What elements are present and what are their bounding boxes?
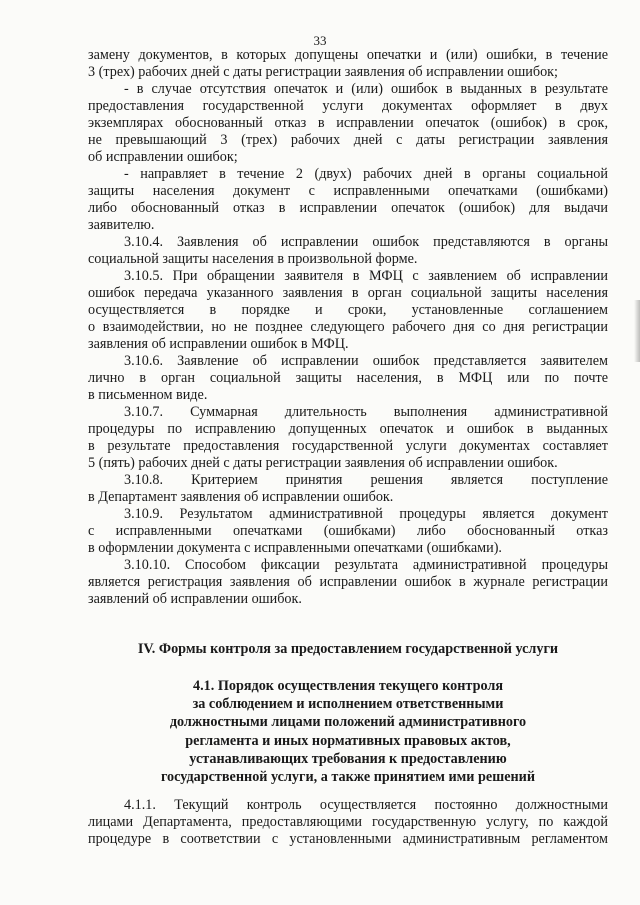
text-line: 3.10.5. При обращении заявителя в МФЦ с заявлением об исправлении xyxy=(124,268,608,284)
text-line: о взаимодействии, но не позднее следующего рабочего дня со дня регистрации xyxy=(88,319,608,335)
text-line: в Департамент заявления об исправлении ошибок. xyxy=(88,489,394,505)
text-line: процедуре в соответствии с установленными административным регламентом xyxy=(88,831,608,847)
text-line: заявителю. xyxy=(88,217,155,233)
text-line: 3.10.7. Суммарная длительность выполнения административной xyxy=(124,404,608,420)
body-paragraphs xyxy=(88,47,608,608)
text-line: лично в орган социальной защиты населения, в МФЦ или по почте xyxy=(88,370,608,386)
subsection-heading xyxy=(120,677,576,786)
text-line: с исправленными опечатками (ошибками) либо обоснованный отказ xyxy=(88,523,608,539)
text-line: ошибок передача указанного заявления в орган социальной защиты населения xyxy=(88,285,608,301)
text-line: предоставления государственной услуги документах оформляет в двух xyxy=(88,98,608,114)
text-line: социальной защиты населения в произвольной форме. xyxy=(88,251,418,267)
subsection-heading-line: регламента и иных нормативных правовых актов, xyxy=(185,732,511,749)
text-line: замену документов, в которых допущены опечатки и (или) ошибки, в течение xyxy=(88,47,608,63)
text-line: 3.10.6. Заявление об исправлении ошибок представляется заявителем xyxy=(124,353,608,369)
text-line: 5 (пять) рабочих дней с даты регистрации заявления об исправлении ошибок. xyxy=(88,455,558,471)
text-line: 4.1.1. Текущий контроль осуществляется постоянно должностными xyxy=(124,797,608,813)
page-number: 33 xyxy=(313,33,327,48)
subsection-heading-line: устанавливающих требования к предоставлению xyxy=(189,750,507,767)
text-line: защиты населения документ с исправленными опечатками (ошибками) xyxy=(88,183,608,199)
text-line: осуществляется в порядке и сроки, установленные соглашением xyxy=(88,302,608,318)
text-line: либо обоснованный отказ в исправлении опечаток (ошибок) для выдачи xyxy=(88,200,608,216)
text-line: об исправлении ошибок; xyxy=(88,149,238,165)
subsection-heading-line: 4.1. Порядок осуществления текущего контроля xyxy=(193,678,503,694)
text-line: заявления об исправлении ошибок в МФЦ. xyxy=(88,336,349,352)
text-line: в письменном виде. xyxy=(88,387,208,403)
text-line: экземплярах обоснованный отказ в исправлении опечаток (ошибок) в срок, xyxy=(88,115,608,131)
text-line: процедуры по исправлению допущенных опечаток и ошибок в выданных xyxy=(88,421,608,437)
text-line: лицами Департамента, предоставляющими государственную услугу, по каждой xyxy=(88,814,608,830)
text-line: является регистрация заявления об исправлении ошибок в журнале регистрации xyxy=(88,574,608,590)
text-line: - в случае отсутствия опечаток и (или) ошибок в выданных в результате xyxy=(124,81,608,97)
text-line: не превышающий 3 (трех) рабочих дней с даты регистрации заявления xyxy=(88,132,608,148)
scan-edge-shadow xyxy=(634,300,640,362)
text-line: 3.10.4. Заявления об исправлении ошибок представляются в органы xyxy=(124,234,608,250)
text-line: 3.10.9. Результатом административной процедуры является документ xyxy=(124,506,608,522)
text-line: заявлений об исправлении ошибок. xyxy=(88,591,302,607)
text-line: в оформлении документа с исправленными опечатками (ошибками). xyxy=(88,540,502,556)
tail-paragraph xyxy=(88,797,608,848)
subsection-heading-line: должностными лицами положений административного xyxy=(169,714,527,731)
text-line: в результате предоставления государственной услуги документах составляет xyxy=(88,438,608,454)
text-line: - направляет в течение 2 (двух) рабочих дней в органы социальной xyxy=(124,166,608,182)
subsection-heading-line: государственной услуги, а также принятием ими решений xyxy=(160,769,536,786)
text-line: 3.10.8. Критерием принятия решения является поступление xyxy=(124,472,608,488)
subsection-heading-line: за соблюдением и исполнением ответственными xyxy=(192,696,504,713)
text-line: 3 (трех) рабочих дней с даты регистрации заявления об исправлении ошибок; xyxy=(88,64,558,80)
text-line: 3.10.10. Способом фиксации результата административной процедуры xyxy=(124,557,608,573)
section-heading: IV. Формы контроля за предоставлением государственной услуги xyxy=(137,641,559,657)
